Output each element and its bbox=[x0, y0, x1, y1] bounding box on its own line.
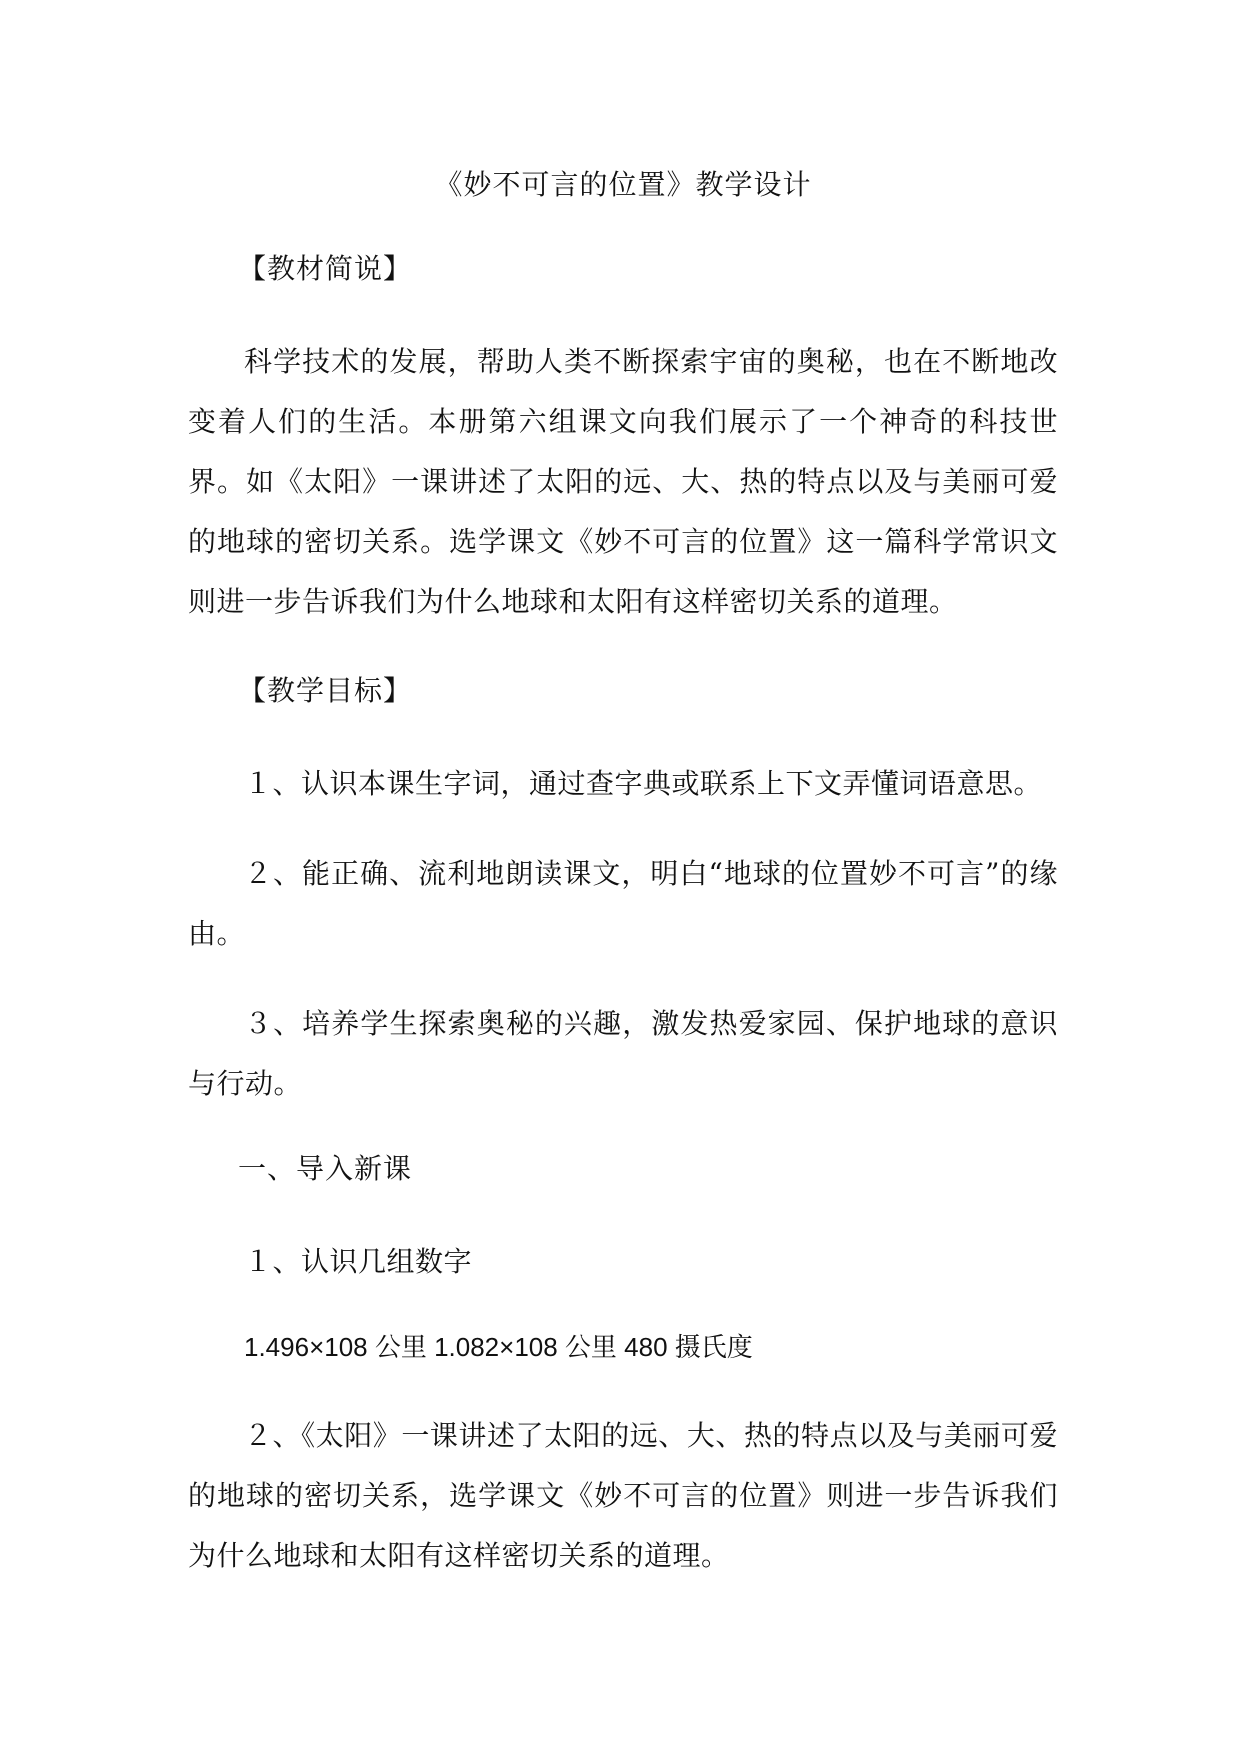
goal-item-1: １、认识本课生字词，通过查字典或联系上下文弄懂词语意思。 bbox=[244, 767, 1043, 800]
textbook-intro-paragraph: 科学技术的发展，帮助人类不断探索宇宙的奥秘，也在不断地改变着人们的生活。本册第六组课文向我们展示了一个神奇的科技世界。如《太阳》一课讲述了太阳的远、大、热的特点以及与美丽可爱的地球的密切关系。选学课文《妙不可言的位置》这一篇科学常识文则进一步告诉我们为什么地球和太阳有这样密切关系的道理。 bbox=[188, 345, 1058, 618]
document-body bbox=[188, 160, 1058, 1616]
document-title: 《妙不可言的位置》教学设计 bbox=[434, 168, 812, 201]
intro-item-2: ２、《太阳》一课讲述了太阳的远、大、热的特点以及与美丽可爱的地球的密切关系，选学课文《妙不可言的位置》则进一步告诉我们为什么地球和太阳有这样密切关系的道理。 bbox=[188, 1419, 1058, 1572]
section-heading-teaching-goals: 【教学目标】 bbox=[238, 674, 413, 707]
section-heading-textbook-intro: 【教材简说】 bbox=[238, 252, 413, 285]
numbers-line: 1.496×108 公里 1.082×108 公里 480 摄氏度 bbox=[244, 1332, 753, 1362]
goal-item-2: ２、能正确、流利地朗读课文，明白“地球的位置妙不可言”的缘由。 bbox=[188, 857, 1058, 950]
part-heading-introduction: 一、导入新课 bbox=[238, 1152, 413, 1185]
goal-item-3: ３、培养学生探索奥秘的兴趣，激发热爱家园、保护地球的意识与行动。 bbox=[188, 1007, 1058, 1100]
intro-item-1: １、认识几组数字 bbox=[244, 1245, 473, 1278]
